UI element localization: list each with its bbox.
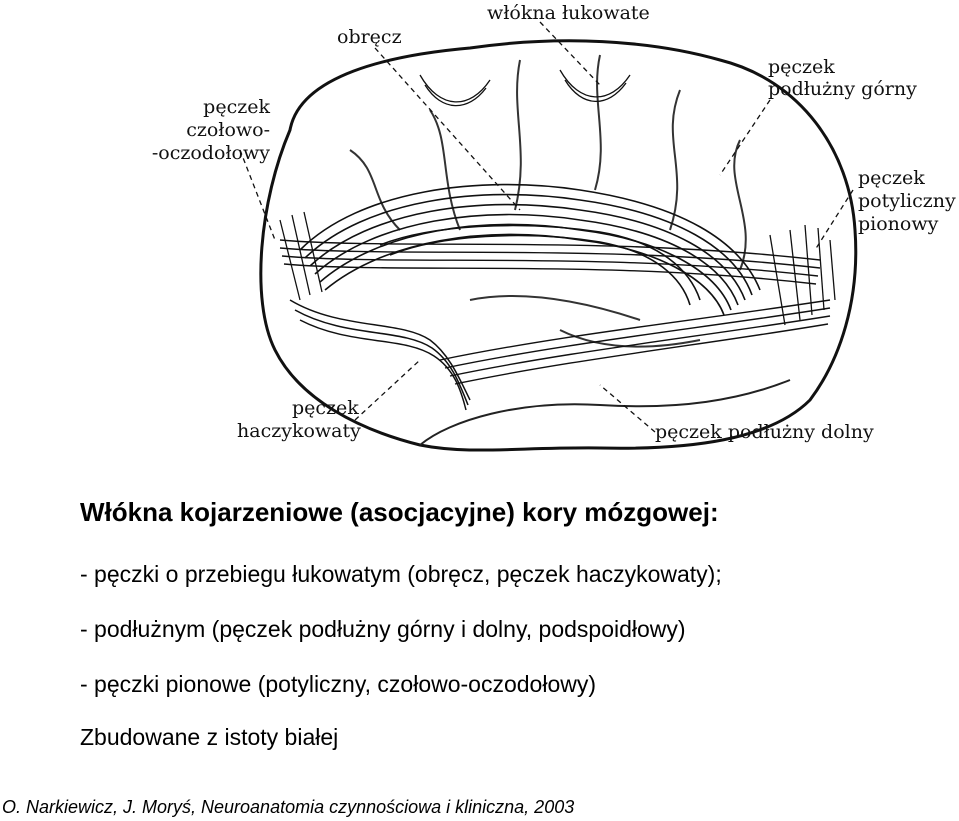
- inferior-longitudinal-fasciculus: [440, 300, 830, 384]
- label-potyliczny-3: pionowy: [858, 213, 939, 235]
- sulci: [350, 55, 746, 347]
- label-peczek-czolowo-2: czołowo-: [186, 119, 270, 141]
- label-potyliczny-2: potyliczny: [858, 190, 956, 212]
- label-podluzny-dolny: pęczek podłużny dolny: [655, 421, 874, 443]
- citation: O. Narkiewicz, J. Moryś, Neuroanatomia czynnościowa i kliniczna, 2003: [2, 797, 575, 817]
- bullet-longitudinal: - podłużnym (pęczek podłużny górny i dolny, podspoidłowy): [80, 616, 686, 642]
- bullet-arcuate: - pęczki o przebiegu łukowatym (obręcz, pęczek haczykowaty);: [80, 561, 722, 587]
- white-matter-note: Zbudowane z istoty białej: [80, 724, 339, 750]
- label-podluzny-gorny-1: pęczek: [768, 56, 835, 78]
- label-peczek-czolowo-1: pęczek: [203, 96, 270, 118]
- uncinate-fasciculus: [290, 300, 470, 410]
- heading: Włókna kojarzeniowe (asocjacyjne) kory mózgowej:: [80, 497, 719, 527]
- bullet-vertical: - pęczki pionowe (potyliczny, czołowo-oczodołowy): [80, 671, 597, 697]
- superior-longitudinal-fasciculus: [280, 240, 820, 284]
- label-podluzny-gorny-2: podłużny górny: [768, 78, 917, 100]
- label-haczykowaty-2: haczykowaty: [237, 420, 361, 442]
- label-obrecz: obręcz: [337, 26, 402, 48]
- label-potyliczny-1: pęczek: [858, 167, 925, 189]
- label-peczek-czolowo-3: -oczodołowy: [151, 142, 270, 164]
- label-wlokna-lukowate: włókna łukowate: [487, 2, 650, 24]
- label-haczykowaty-1: pęczek: [292, 397, 359, 419]
